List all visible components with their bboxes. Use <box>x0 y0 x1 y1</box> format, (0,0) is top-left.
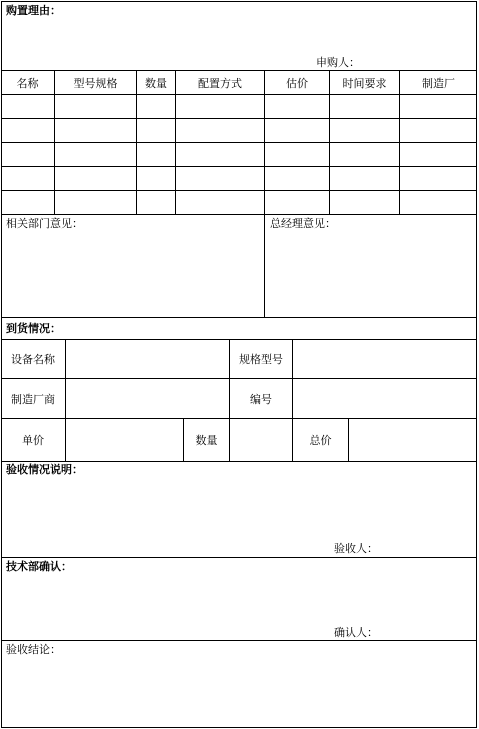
total-price-label: 总价 <box>309 434 332 447</box>
manufacturer-label: 制造厂商 <box>11 392 55 406</box>
gm-opinion-label: 总经理意见： <box>270 217 336 230</box>
purchase-reason-label: 购置理由： <box>6 4 61 17</box>
header-quantity: 数量 <box>145 76 167 90</box>
header-config: 配置方式 <box>198 76 242 90</box>
divider <box>1 640 477 641</box>
header-manufacturer: 制造厂 <box>422 76 455 90</box>
divider <box>1 418 477 419</box>
divider <box>1 190 477 191</box>
device-name-label: 设备名称 <box>11 353 55 366</box>
unit-price-label: 单价 <box>22 434 44 447</box>
divider <box>348 418 349 461</box>
header-estimate: 估价 <box>286 76 308 90</box>
spec-model-label: 规格型号 <box>239 353 283 366</box>
divider <box>1 94 477 95</box>
conclusion-label: 验收结论： <box>6 643 61 656</box>
applicant-label: 申购人： <box>316 56 360 69</box>
department-opinion-label: 相关部门意见： <box>6 217 83 230</box>
divider <box>1 461 477 462</box>
serial-number-label: 编号 <box>250 392 272 406</box>
divider <box>1 214 477 215</box>
divider <box>1 166 477 167</box>
confirmer-label: 确认人： <box>334 626 378 639</box>
divider <box>264 70 265 317</box>
header-time: 时间要求 <box>342 76 387 90</box>
header-name: 名称 <box>16 76 39 90</box>
quantity-label: 数量 <box>195 434 218 447</box>
divider <box>1 557 477 558</box>
acceptance-description-label: 验收情况说明： <box>6 463 83 476</box>
tech-confirm-label: 技术部确认： <box>6 560 72 573</box>
header-spec: 型号规格 <box>73 76 118 90</box>
divider <box>1 118 477 119</box>
arrival-title: 到货情况： <box>6 322 61 335</box>
divider <box>1 142 477 143</box>
divider <box>1 317 477 318</box>
divider <box>65 339 66 461</box>
acceptor-label: 验收人： <box>334 542 378 555</box>
